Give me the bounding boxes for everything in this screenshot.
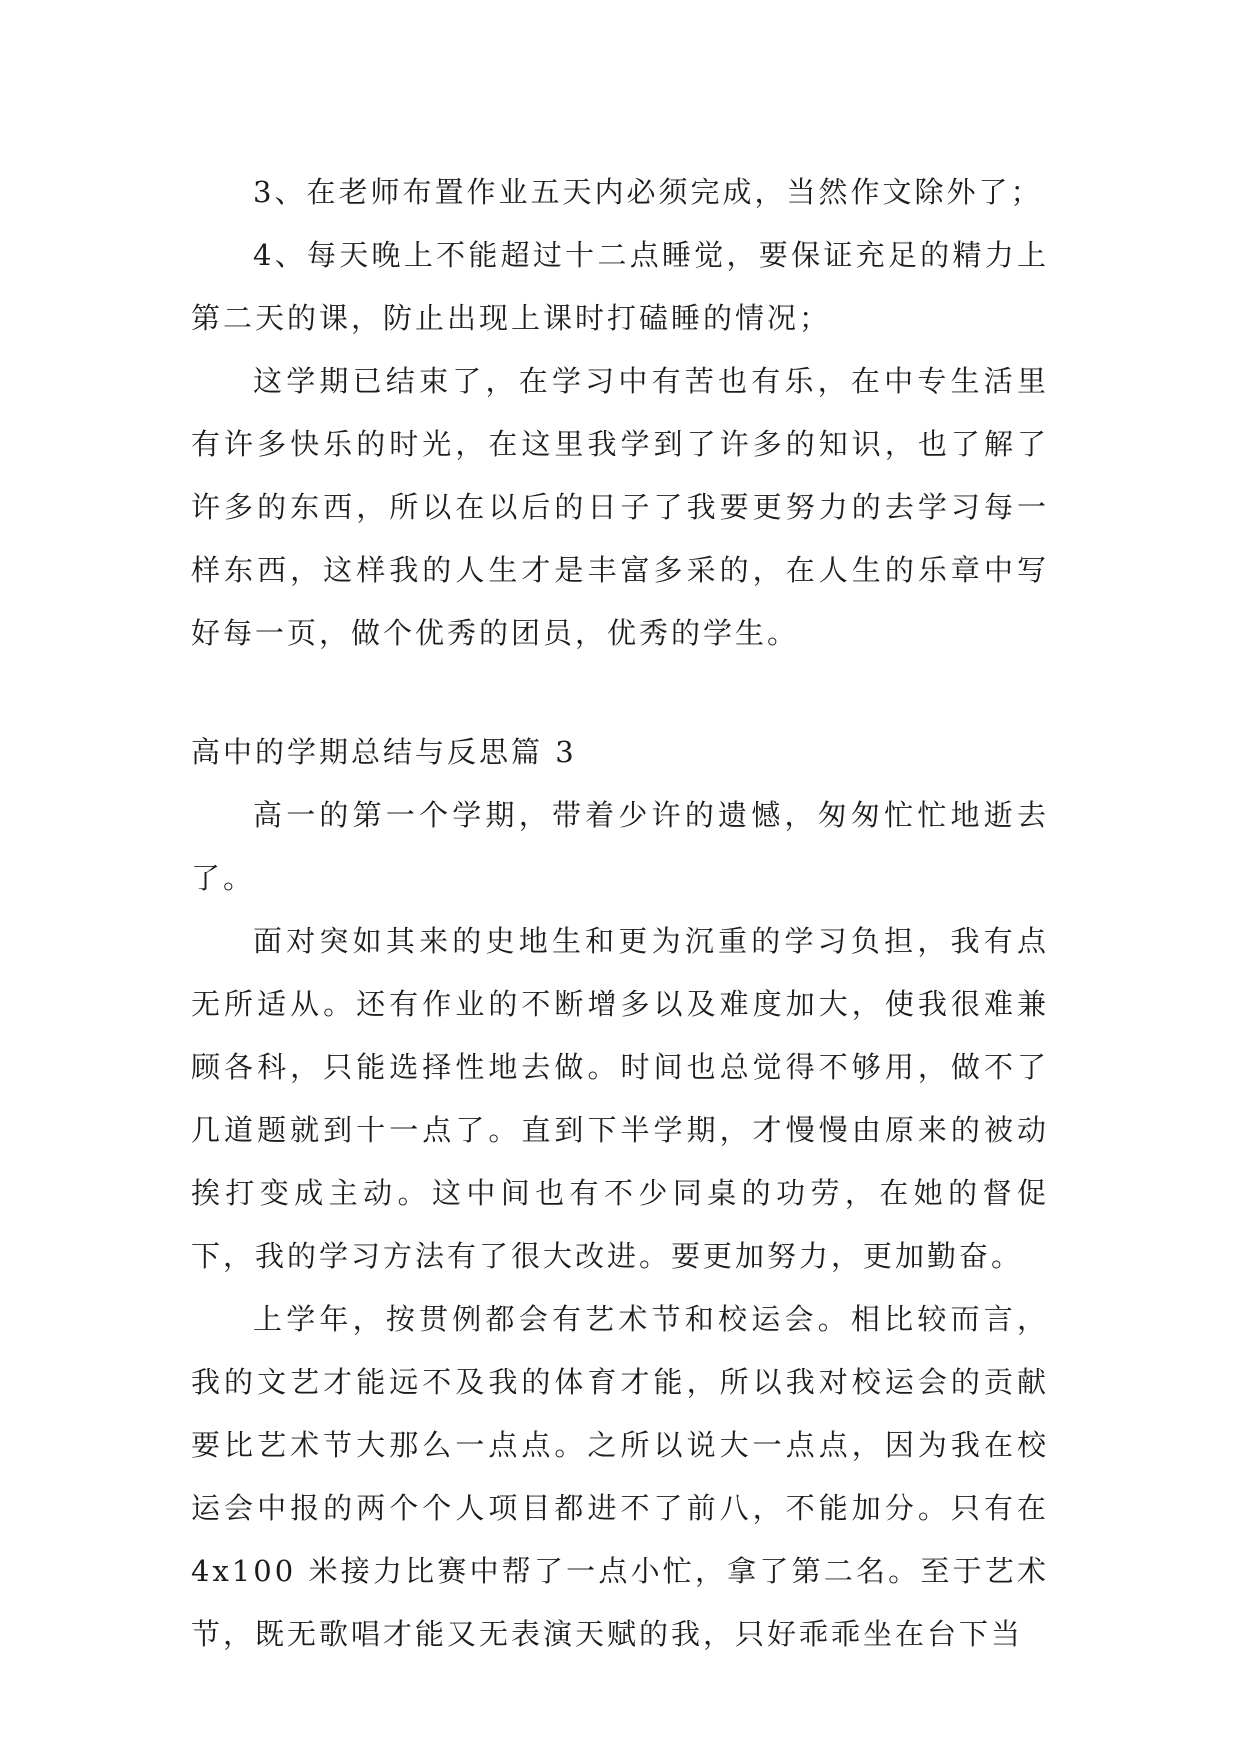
- list-item: 3、在老师布置作业五天内必须完成，当然作文除外了；: [253, 175, 1043, 209]
- paragraph: 高一的第一个学期，带着少许的遗憾，匆匆忙忙地逝去了。: [191, 798, 1049, 895]
- list-item: 4、每天晚上不能超过十二点睡觉，要保证充足的精力上第二天的课，防止出现上课时打磕睡的情况；: [191, 238, 1049, 335]
- document-body: [191, 161, 1049, 1666]
- closing-paragraph: 这学期已结束了，在学习中有苦也有乐，在中专生活里有许多快乐的时光，在这里我学到了许多的知识，也了解了许多的东西，所以在以后的日子了我要更努力的去学习每一样东西，这样我的人生才是丰富多采的，在人生的乐章中写好每一页，做个优秀的团员，优秀的学生。: [191, 364, 1049, 650]
- paragraph: 上学年，按贯例都会有艺术节和校运会。相比较而言，我的文艺才能远不及我的体育才能，所以我对校运会的贡献要比艺术节大那么一点点。之所以说大一点点，因为我在校运会中报的两个个人项目都进不了前八，不能加分。只有在 4x100 米接力比赛中帮了一点小忙，拿了第二名。至于艺术节，既无歌唱才能又无表演天赋的我，只好乖乖坐在台下当: [191, 1302, 1049, 1651]
- section-heading: 高中的学期总结与反思篇 3: [191, 735, 577, 769]
- paragraph: 面对突如其来的史地生和更为沉重的学习负担，我有点无所适从。还有作业的不断增多以及难度加大，使我很难兼顾各科，只能选择性地去做。时间也总觉得不够用，做不了几道题就到十一点了。直到下半学期，才慢慢由原来的被动挨打变成主动。这中间也有不少同桌的功劳，在她的督促下，我的学习方法有了很大改进。要更加努力，更加勤奋。: [191, 924, 1049, 1273]
